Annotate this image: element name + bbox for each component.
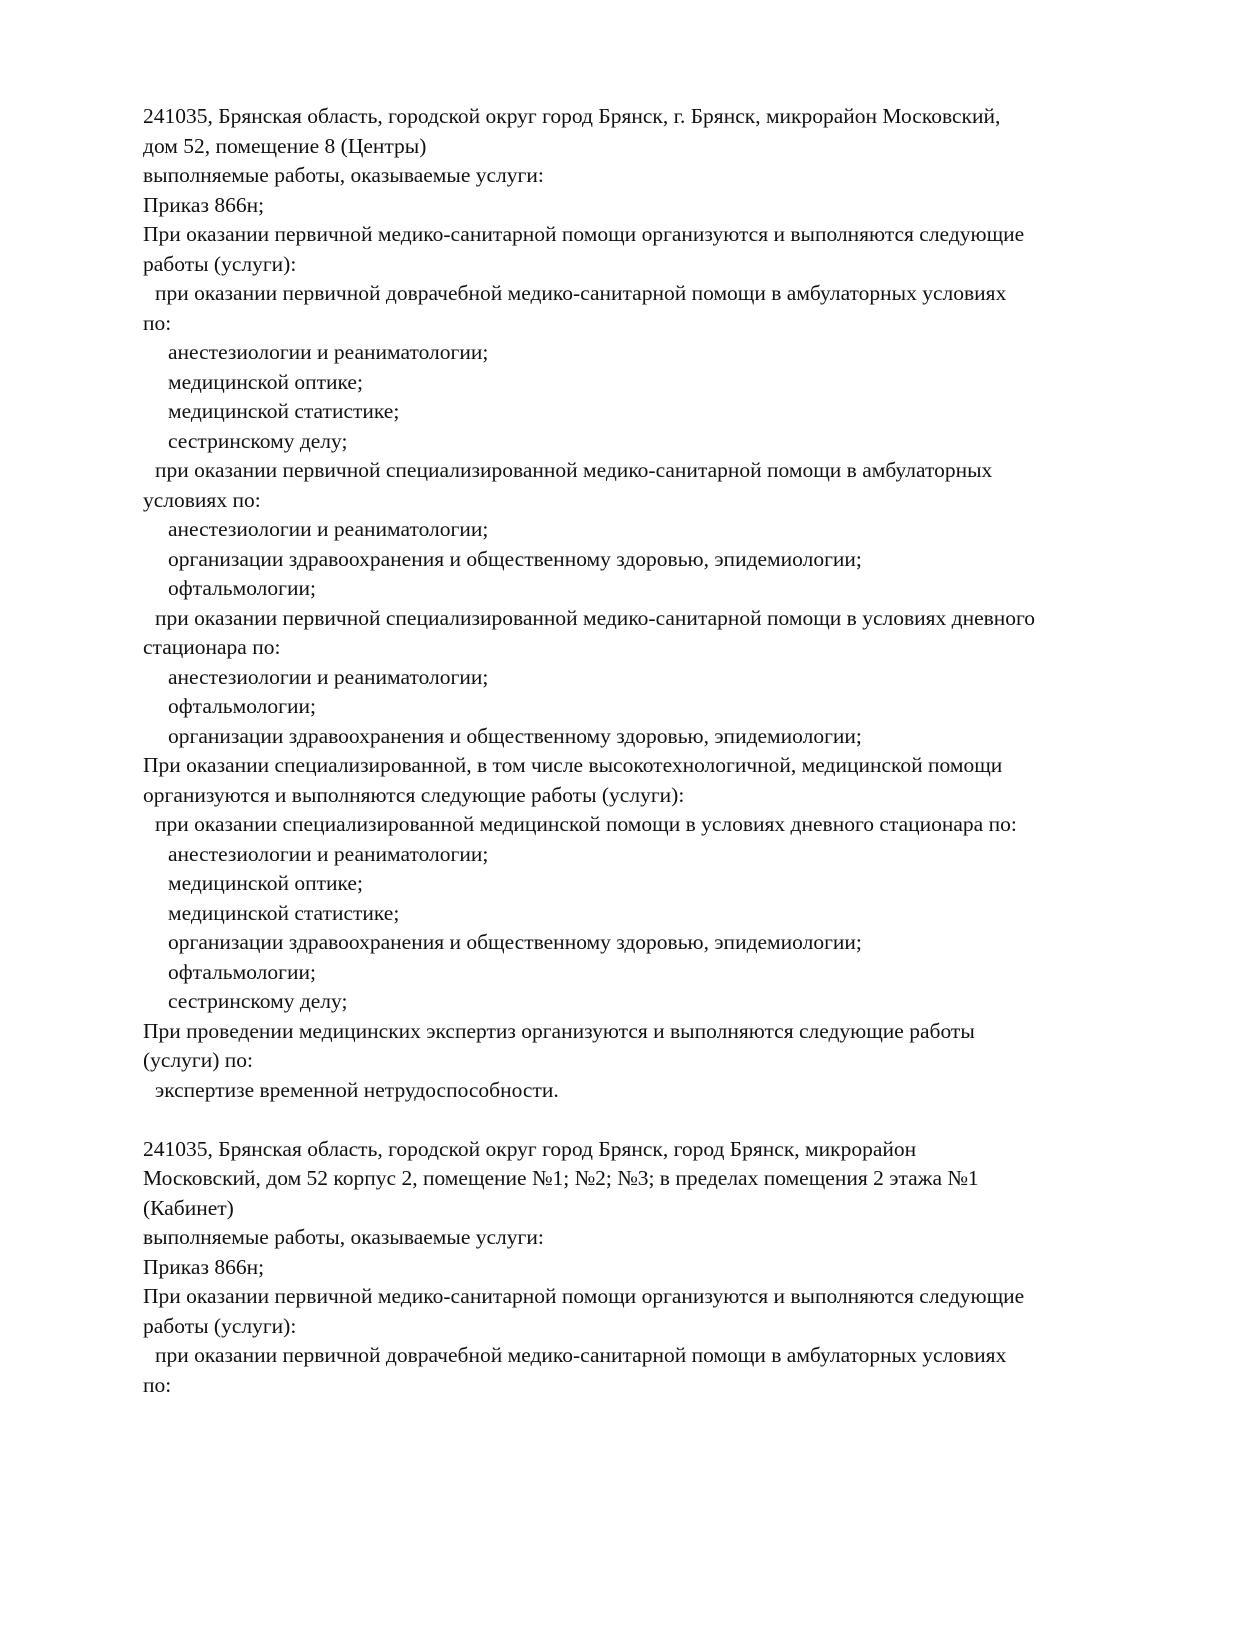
- text-line: дом 52, помещение 8 (Центры): [143, 133, 427, 158]
- text-line: При оказании первичной медико-санитарной помощи организуются и выполняются следующие: [143, 1284, 1025, 1308]
- text-line: работы (услуги):: [143, 1313, 297, 1338]
- text-line: организации здравоохранения и общественному здоровью, эпидемиологии;: [168, 546, 862, 571]
- text-line: (услуги) по:: [143, 1048, 254, 1072]
- text-line: медицинской оптике;: [168, 871, 363, 895]
- text-line: медицинской оптике;: [168, 369, 363, 394]
- text-line: (Кабинет): [143, 1195, 234, 1220]
- text-line: условиях по:: [143, 487, 261, 512]
- text-line: выполняемые работы, оказываемые услуги:: [143, 1225, 544, 1249]
- text-line: выполняемые работы, оказываемые услуги:: [143, 163, 544, 187]
- text-line: офтальмологии;: [168, 959, 316, 984]
- text-line: анестезиологии и реаниматологии;: [168, 841, 489, 866]
- text-line: офтальмологии;: [168, 694, 316, 718]
- text-line: стационара по:: [143, 635, 281, 659]
- text-line: 241035, Брянская область, городской округ город Брянск, г. Брянск, микрорайон Московский,: [143, 104, 1001, 128]
- text-line: организации здравоохранения и общественному здоровью, эпидемиологии;: [168, 930, 862, 954]
- text-line: по:: [143, 310, 172, 335]
- text-line: организуются и выполняются следующие работы (услуги):: [143, 782, 685, 807]
- address-section: [143, 102, 1153, 1105]
- text-line: анестезиологии и реаниматологии;: [168, 340, 489, 364]
- text-line: офтальмологии;: [168, 576, 316, 600]
- text-line: Московский, дом 52 корпус 2, помещение №1; №2; №3; в пределах помещения 2 этажа №1: [143, 1166, 979, 1190]
- text-line: Приказ 866н;: [143, 1254, 265, 1279]
- text-line: при оказании специализированной медицинской помощи в условиях дневного стационара по:: [155, 812, 1017, 836]
- text-line: работы (услуги):: [143, 251, 297, 276]
- document-body: [143, 102, 1153, 1400]
- text-line: при оказании первичной доврачебной медико-санитарной помощи в амбулаторных условиях: [155, 281, 1007, 305]
- text-line: организации здравоохранения и общественному здоровью, эпидемиологии;: [168, 723, 862, 748]
- text-line: При оказании первичной медико-санитарной помощи организуются и выполняются следующие: [143, 222, 1025, 246]
- text-line: При оказании специализированной, в том числе высокотехнологичной, медицинской помощи: [143, 753, 1003, 777]
- text-line: медицинской статистике;: [168, 399, 400, 423]
- address-section: [143, 1135, 1153, 1401]
- text-line: при оказании первичной специализированной медико-санитарной помощи в амбулаторных: [155, 458, 993, 482]
- text-line: анестезиологии и реаниматологии;: [168, 517, 489, 541]
- text-line: 241035, Брянская область, городской округ город Брянск, город Брянск, микрорайон: [143, 1136, 917, 1161]
- text-line: При проведении медицинских экспертиз организуются и выполняются следующие работы: [143, 1018, 975, 1043]
- text-line: анестезиологии и реаниматологии;: [168, 664, 489, 689]
- text-line: экспертизе временной нетрудоспособности.: [155, 1077, 559, 1102]
- text-line: медицинской статистике;: [168, 900, 400, 925]
- text-line: при оказании первичной доврачебной медико-санитарной помощи в амбулаторных условиях: [155, 1343, 1007, 1367]
- text-line: сестринскому делу;: [168, 989, 348, 1013]
- text-line: по:: [143, 1372, 172, 1397]
- text-line: сестринскому делу;: [168, 428, 348, 453]
- text-line: при оказании первичной специализированной медико-санитарной помощи в условиях дневного: [155, 605, 1036, 630]
- text-line: Приказ 866н;: [143, 192, 265, 217]
